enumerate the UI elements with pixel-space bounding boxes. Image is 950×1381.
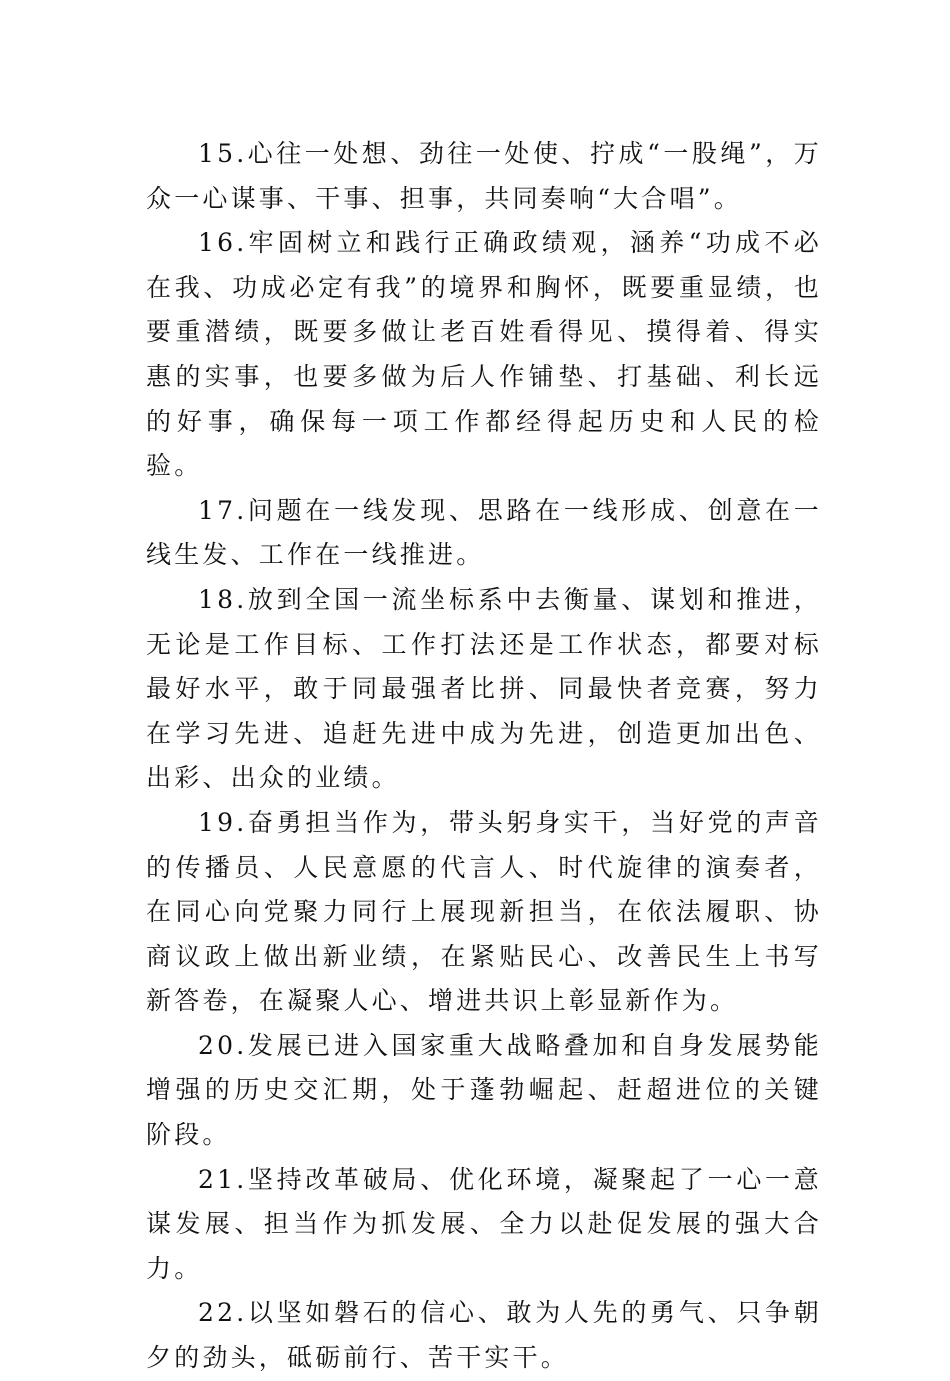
paragraph-22: 22.以坚如磐石的信心、敢为人先的勇气、只争朝夕的劲头，砥砺前行、苦干实干。	[146, 1298, 822, 1373]
paragraph-21: 21.坚持改革破局、优化环境，凝聚起了一心一意谋发展、担当作为抓发展、全力以赴促发展的强大合力。	[146, 1164, 822, 1283]
paragraph-15: 15.心往一处想、劲往一处使、拧成“一股绳”，万众一心谋事、干事、担事，共同奏响“大合唱”。	[146, 139, 822, 213]
paragraph-17: 17.问题在一线发现、思路在一线形成、创意在一线生发、工作在一线推进。	[146, 495, 822, 570]
paragraph-19: 19.奋勇担当作为，带头躬身实干，当好党的声音的传播员、人民意愿的代言人、时代旋律的演奏者，在同心向党聚力同行上展现新担当，在依法履职、协商议政上做出新业绩，在紧贴民心、改善民生上书写新答卷，在凝聚人心、增进共识上彰显新作为。	[146, 807, 822, 1016]
paragraph-18: 18.放到全国一流坐标系中去衡量、谋划和推进，无论是工作目标、工作打法还是工作状态，都要对标最好水平，敢于同最强者比拼、同最快者竞赛，努力在学习先进、追赶先进中成为先进，创造更加出色、出彩、出众的业绩。	[146, 584, 822, 793]
document-body	[146, 132, 822, 1381]
paragraph-20: 20.发展已进入国家重大战略叠加和自身发展势能增强的历史交汇期，处于蓬勃崛起、赶超进位的关键阶段。	[146, 1030, 822, 1150]
paragraph-16: 16.牢固树立和践行正确政绩观，涵养“功成不必在我、功成必定有我”的境界和胸怀，既要重显绩，也要重潜绩，既要多做让老百姓看得见、摸得着、得实惠的实事，也要多做为后人作铺垫、打基础、利长远的好事，确保每一项工作都经得起历史和人民的检验。	[146, 228, 822, 481]
